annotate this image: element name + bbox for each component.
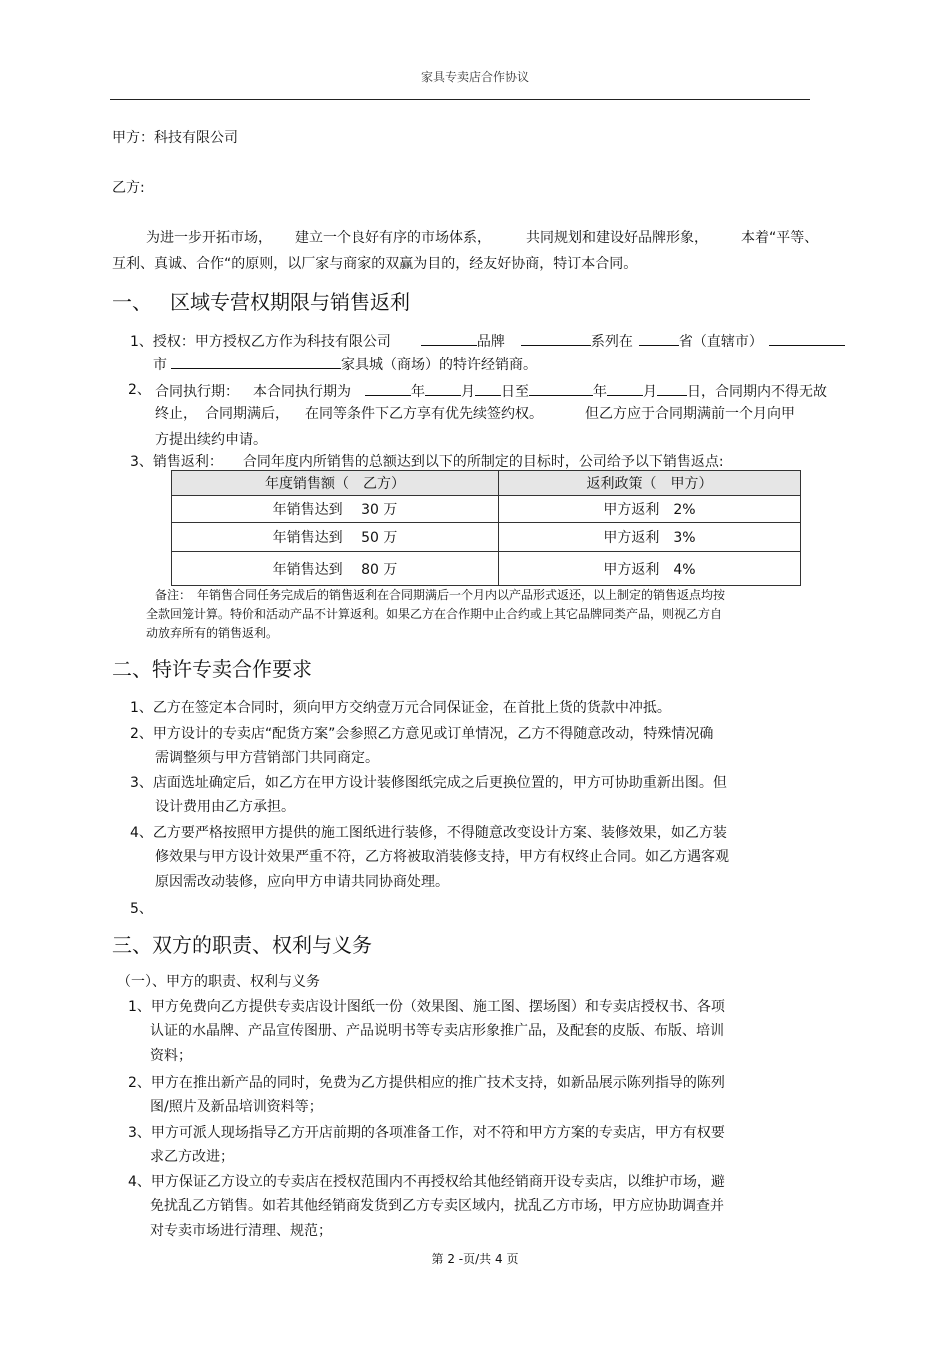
list-item: 需调整须与甲方营销部门共同商定。 <box>155 750 379 766</box>
table-row <box>172 552 801 586</box>
end-month-unit: 月 <box>643 384 657 400</box>
section3-subtitle: （一）、甲方的职责、权利与义务 <box>117 974 320 990</box>
table-row <box>172 496 801 523</box>
rebate-note-line-2: 全款回笼计算。特价和活动产品不计算返利。如果乙方在合作期中止合约或上其它品牌同类产品，则视乙方自 <box>146 607 723 621</box>
s1-item2-line2d: 但乙方应于合同期满前一个月向甲 <box>585 406 795 422</box>
list-item: 1、乙方在签定本合同时，须向甲方交纳壹万元合同保证金，在首批上货的货款中冲抵。 <box>130 700 671 716</box>
rebate-note-line-3: 动放弃所有的销售返利。 <box>146 626 279 640</box>
s1-item2-text-a: 本合同执行期为 <box>253 384 351 400</box>
intro-line-1d: 本着“平等、 <box>741 230 819 246</box>
list-item: 认证的水晶牌、产品宣传图册、产品说明书等专卖店形象推广品，及配套的皮版、布版、培训 <box>150 1023 724 1039</box>
brand-blank <box>421 331 477 346</box>
end-year-blank <box>529 381 593 396</box>
s1-item1-line2 <box>153 354 537 374</box>
party-a-line: 甲方：科技有限公司 <box>112 130 238 146</box>
list-item: 4、甲方保证乙方设立的专卖店在授权范围内不再授权给其他经销商开设专卖店，以维护市场，避 <box>128 1174 725 1190</box>
intro-line-1a: 为进一步开拓市场， <box>146 230 272 246</box>
list-item: 设计费用由乙方承担。 <box>155 799 295 815</box>
start-year-blank <box>365 381 411 396</box>
intro-line-2: 互利、真诚、合作“的原则，以厂家与商家的双赢为目的，经友好协商，特订本合同。 <box>112 256 638 272</box>
s1-item2-text-b: ，合同期内不得无故 <box>701 384 827 400</box>
city-blank <box>171 354 341 369</box>
list-item: 免扰乱乙方销售。如若其他经销商发货到乙方专卖区域内，扰乱乙方市场，甲方应协助调查并 <box>150 1198 724 1214</box>
list-item: 1、甲方免费向乙方提供专卖店设计图纸一份（效果图、施工图、摆场图）和专卖店授权书、各项 <box>128 999 725 1015</box>
section1-title: 区域专营权期限与销售返利 <box>170 290 410 314</box>
s1-item1-text-d: 省（直辖市） <box>678 334 763 350</box>
section1-number: 一、 <box>112 290 152 314</box>
s1-item1-line1 <box>130 331 845 351</box>
rebate-cell-sales: 年销售达到 50 万 <box>172 523 499 552</box>
start-day-unit: 日至 <box>501 384 529 400</box>
s1-item1-text-b: 品牌 <box>476 334 505 350</box>
list-item: 求乙方改进； <box>150 1149 234 1165</box>
table-row <box>172 523 801 552</box>
list-item: 2、甲方在推出新产品的同时，免费为乙方提供相应的推广技术支持，如新品展示陈列指导的陈列 <box>128 1075 725 1091</box>
province-blank <box>639 331 679 346</box>
end-day-blank <box>657 381 687 396</box>
s1-item2-line2c: 在同等条件下乙方享有优先续签约权。 <box>305 406 543 422</box>
list-item: 2、甲方设计的专卖店“配货方案”会参照乙方意见或订单情况，乙方不得随意改动，特殊情况确 <box>130 726 714 742</box>
rebate-cell-policy: 甲方返利 4% <box>499 552 801 586</box>
s1-item2-label: 合同执行期： <box>155 384 239 400</box>
document-header-title: 家具专卖店合作协议 <box>420 70 529 84</box>
rebate-note-line-1: 备注： 年销售合同任务完成后的销售返利在合同期满后一个月内以产品形式返还，以上制定的销售返点均按 <box>155 588 726 602</box>
section2-title: 二、特许专卖合作要求 <box>112 657 312 681</box>
list-item: 对专卖市场进行清理、规范； <box>150 1223 332 1239</box>
rebate-cell-sales: 年销售达到 80 万 <box>172 552 499 586</box>
s1-item2-line2a: 终止， <box>155 406 197 422</box>
intro-line-1c: 共同规划和建设好品牌形象， <box>526 230 708 246</box>
rebate-cell-sales: 年销售达到 30 万 <box>172 496 499 523</box>
s1-item2-number: 2、 <box>128 382 151 398</box>
rebate-header-sales: 年度销售额（ 乙方） <box>172 471 499 496</box>
s1-item3-number: 3、 <box>130 454 153 470</box>
list-item: 图/照片及新品培训资料等； <box>150 1099 323 1115</box>
province-blank-2 <box>769 331 845 346</box>
s1-item1-text-e: 市 <box>153 357 167 373</box>
section3-title: 三、双方的职责、权利与义务 <box>112 933 372 957</box>
end-year-unit: 年 <box>593 384 607 400</box>
party-b-line: 乙方: <box>112 180 145 196</box>
s1-item3-label: 销售返利： <box>152 454 223 470</box>
list-item: 5、 <box>130 901 153 917</box>
list-item: 原因需改动装修，应向甲方申请共同协商处理。 <box>155 874 449 890</box>
rebate-header-policy: 返利政策（ 甲方） <box>499 471 801 496</box>
start-month-blank <box>425 381 461 396</box>
s1-item2-line3: 方提出续约申请。 <box>155 432 267 448</box>
s1-item3-text: 合同年度内所销售的总额达到以下的所制定的目标时，公司给予以下销售返点: <box>242 454 724 470</box>
intro-line-1b: 建立一个良好有序的市场体系， <box>295 230 491 246</box>
rebate-cell-policy: 甲方返利 3% <box>499 523 801 552</box>
rebate-table-header-row <box>172 471 801 496</box>
s1-item1-text-f: 家具城（商场）的特许经销商。 <box>341 357 537 373</box>
start-month-unit: 月 <box>461 384 475 400</box>
list-item: 3、甲方可派人现场指导乙方开店前期的各项准备工作，对不符和甲方方案的专卖店，甲方有权要 <box>128 1125 725 1141</box>
start-day-blank <box>475 381 501 396</box>
list-item: 4、乙方要严格按照甲方提供的施工图纸进行装修，不得随意改变设计方案、装修效果，如乙方装 <box>130 825 727 841</box>
start-year-unit: 年 <box>411 384 425 400</box>
s1-item2-line1 <box>155 381 827 401</box>
s1-item1-text-a: 1、授权：甲方授权乙方作为科技有限公司 <box>130 334 391 350</box>
rebate-cell-policy: 甲方返利 2% <box>499 496 801 523</box>
list-item: 修效果与甲方设计效果严重不符，乙方将被取消装修支持，甲方有权终止合同。如乙方遇客观 <box>155 849 729 865</box>
page-number-footer: 第 2 -页/共 4 页 <box>431 1252 519 1266</box>
series-blank <box>521 331 591 346</box>
s1-item1-text-c: 系列在 <box>590 334 633 350</box>
end-month-blank <box>607 381 643 396</box>
end-day-unit: 日 <box>687 384 701 400</box>
s1-item3-line <box>130 453 724 471</box>
header-divider <box>110 99 810 100</box>
list-item: 资料； <box>150 1048 192 1064</box>
rebate-table <box>171 470 801 586</box>
list-item: 3、店面选址确定后，如乙方在甲方设计装修图纸完成之后更换位置的，甲方可协助重新出图。但 <box>130 775 727 791</box>
s1-item2-line2b: 合同期满后， <box>205 406 289 422</box>
